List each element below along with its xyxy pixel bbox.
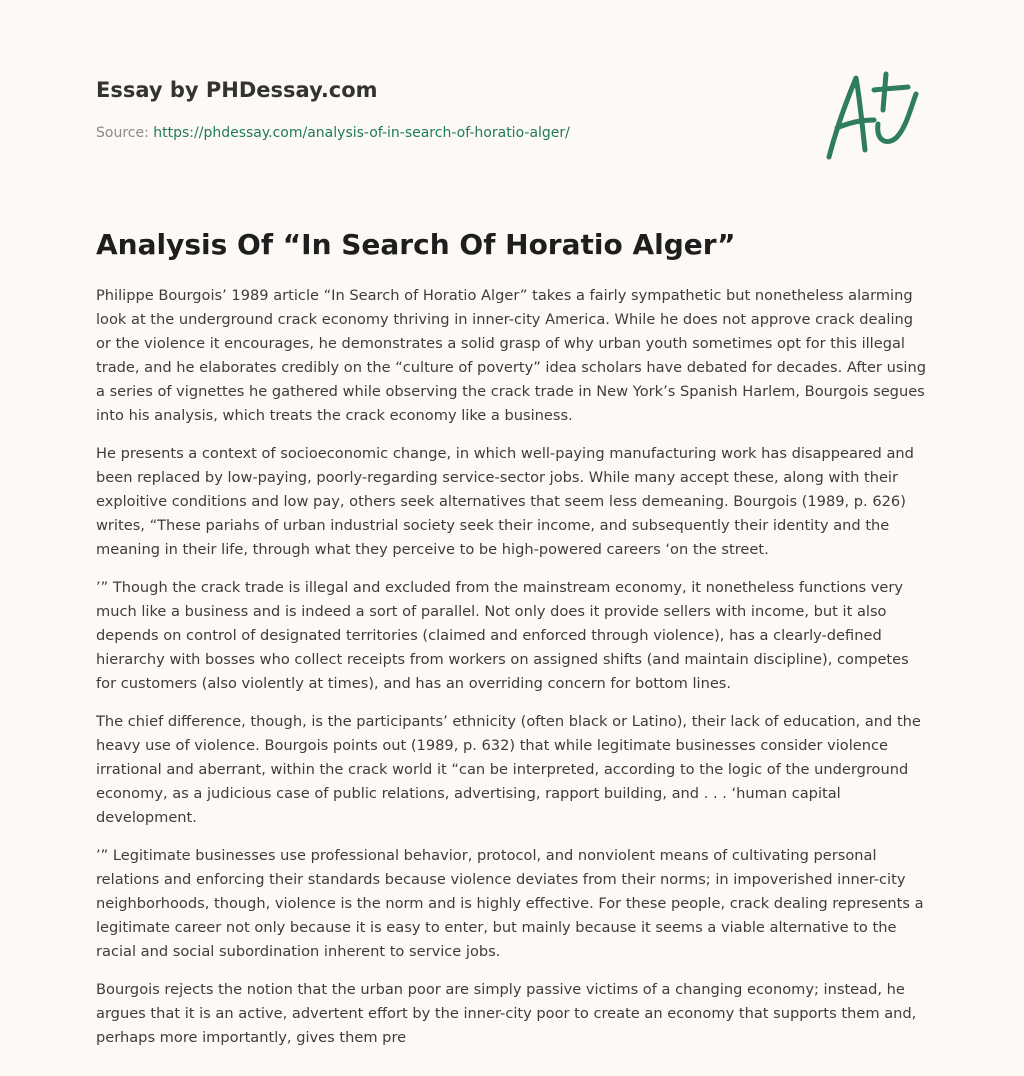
essay-paragraph: The chief difference, though, is the participants’ ethnicity (often black or Latino), their lack of education, and the heavy use of violence. Bourgois points out (1989, p. 632) that while legitimate businesses consider violence irrational and aberrant, within the crack world it “can be interpreted, according to the logic of the underground economy, as a judicious case of public relations, advertising, rapport building, and . . . ‘human capital development. [96, 713, 921, 826]
source-label: Source: [96, 125, 154, 141]
essay-title: Analysis Of “In Search Of Horatio Alger” [96, 228, 736, 261]
source-line [96, 123, 570, 143]
essay-paragraph: Philippe Bourgois’ 1989 article “In Search of Horatio Alger” takes a fairly sympathetic but nonetheless alarming look at the underground crack economy thriving in inner-city America. While he does not approve crack dealing or the violence it encourages, he demonstrates a solid grasp of why urban youth sometimes opt for this illegal trade, and he elaborates credibly on the “culture of poverty” idea scholars have debated for decades. After using a series of vignettes he gathered while observing the crack trade in New York’s Spanish Harlem, Bourgois segues into his analysis, which treats the crack economy like a business. [96, 287, 926, 424]
site-title: Essay by PHDessay.com [96, 78, 378, 102]
essay-body [96, 284, 928, 1064]
essay-paragraph: ’” Though the crack trade is illegal and excluded from the mainstream economy, it nonetheless functions very much like a business and is indeed a sort of parallel. Not only does it provide sellers with income, but it also depends on control of designated territories (claimed and enforced through violence), has a clearly-defined hierarchy with bosses who collect receipts from workers on assigned shifts (and maintain discipline), competes for customers (also violently at times), and has an overriding concern for bottom lines. [96, 579, 909, 692]
essay-paragraph: ’” Legitimate businesses use professional behavior, protocol, and nonviolent means of cultivating personal relations and enforcing their standards because violence deviates from their norms; in impoverished inner-city neighborhoods, though, violence is the norm and is highly effective. For these people, crack dealing represents a legitimate career not only because it is easy to enter, but mainly because it seems a viable alternative to the racial and social subordination inherent to service jobs. [96, 847, 924, 960]
source-link[interactable]: https://phdessay.com/analysis-of-in-search-of-horatio-alger/ [153, 125, 570, 141]
essay-paragraph: He presents a context of socioeconomic change, in which well-paying manufacturing work has disappeared and been replaced by low-paying, poorly-regarding service-sector jobs. While many accept these, along with their exploitive conditions and low pay, others seek alternatives that seem less demeaning. Bourgois (1989, p. 626) writes, “These pariahs of urban industrial society seek their income, and subsequently their identity and the meaning in their life, through what they perceive to be high-powered careers ‘on the street. [96, 445, 914, 558]
essay-paragraph: Bourgois rejects the notion that the urban poor are simply passive victims of a changing economy; instead, he argues that it is an active, advertent effort by the inner-city poor to create an economy that supports them and, perhaps more importantly, gives them pre [96, 981, 917, 1046]
a-plus-grade-icon [822, 66, 928, 166]
